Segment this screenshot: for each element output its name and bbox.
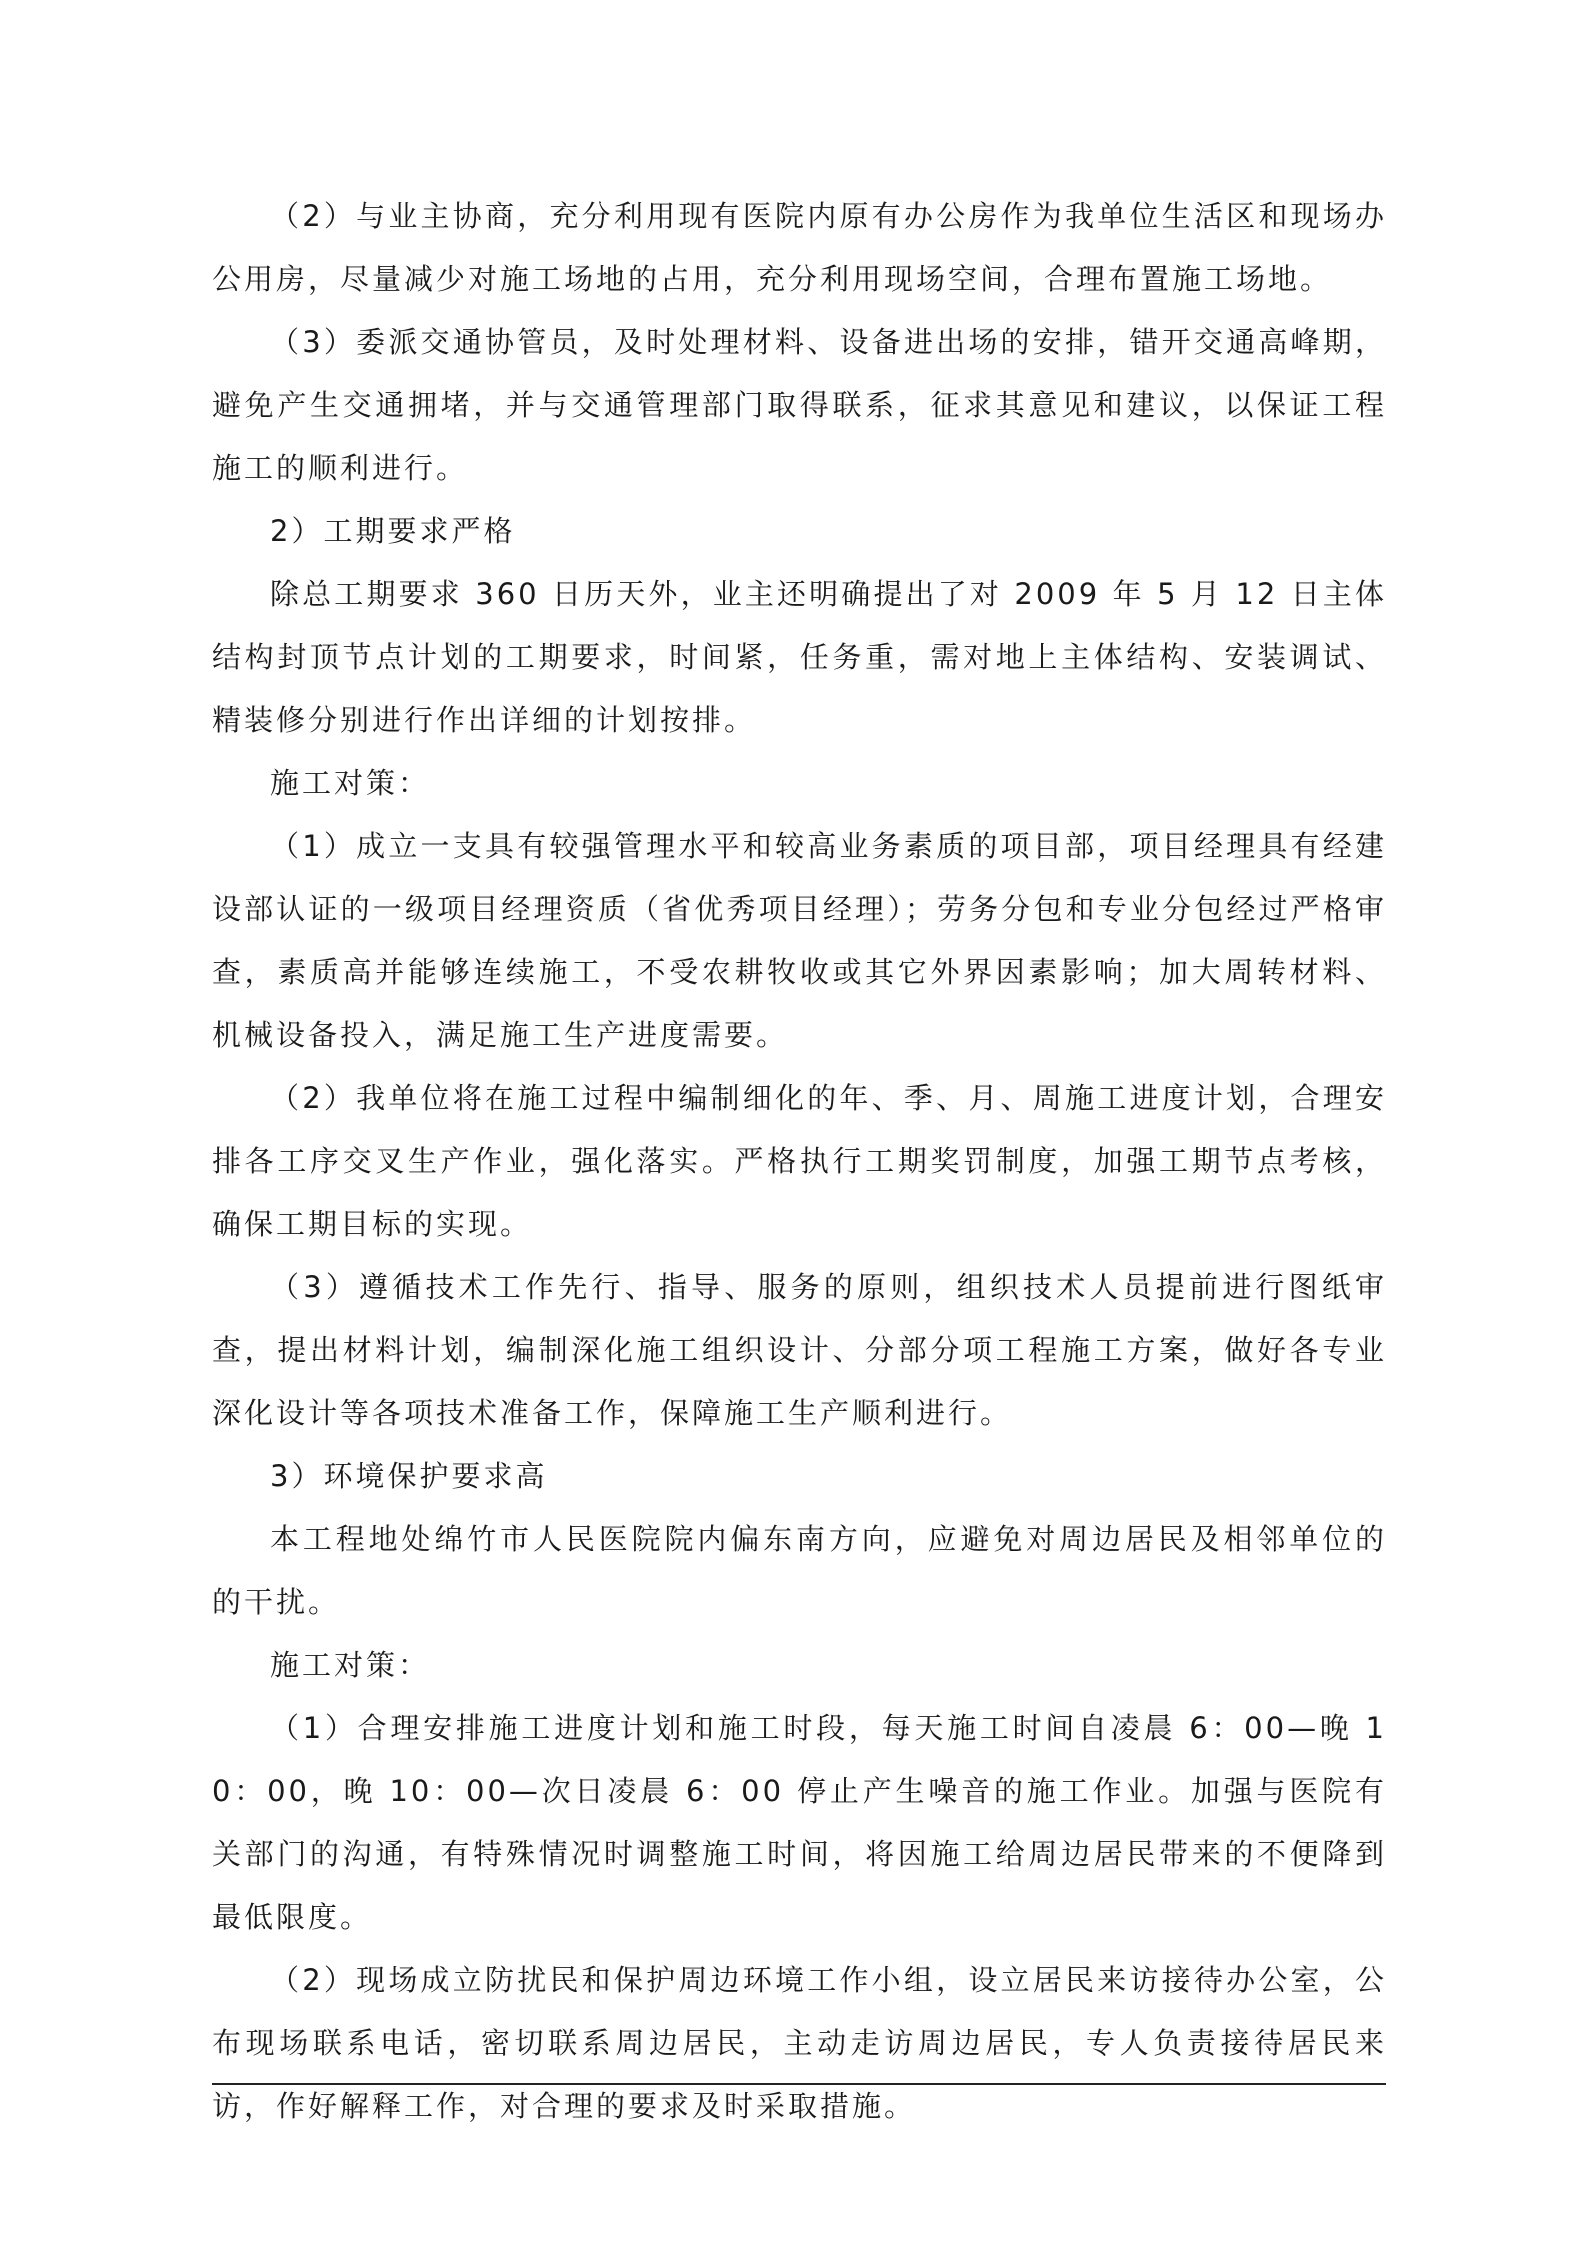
footer-divider (212, 2083, 1386, 2085)
section-heading-environment: 3）环境保护要求高 (270, 1459, 548, 1493)
section-heading-schedule: 2）工期要求严格 (270, 514, 516, 548)
paragraph-environment-location: 本工程地处绵竹市人民医院院内偏东南方向，应避免对周边居民及相邻单位的的干扰。 (212, 1522, 1387, 1619)
paragraph-env-countermeasure-2: （2）现场成立防扰民和保护周边环境工作小组，设立居民来访接待办公室，公布现场联系电话，密切联系周边居民，主动走访周边居民，专人负责接待居民来访，作好解释工作，对合理的要求及时采取措施。 (212, 1963, 1387, 2123)
paragraph-env-countermeasure-1: （1）合理安排施工进度计划和施工时段，每天施工时间自凌晨 6：00—晚 10：00，晚 10：00—次日凌晨 6：00 停止产生噪音的施工作业。加强与医院有关部门的沟通，有特殊情况时调整施工时间，将因施工给周边居民带来的不便降到最低限度。 (212, 1711, 1387, 1934)
paragraph-schedule-requirement: 除总工期要求 360 日历天外，业主还明确提出了对 2009 年 5 月 12 日主体结构封顶节点计划的工期要求，时间紧，任务重，需对地上主体结构、安装调试、精装修分别进行作出详细的计划按排。 (212, 577, 1387, 737)
paragraph-measure-3-traffic: （3）委派交通协管员，及时处理材料、设备进出场的安排，错开交通高峰期，避免产生交通拥堵，并与交通管理部门取得联系，征求其意见和建议，以保证工程施工的顺利进行。 (212, 325, 1387, 485)
subheading-countermeasures: 施工对策： (270, 766, 431, 800)
paragraph-measure-2-office: （2）与业主协商，充分利用现有医院内原有办公房作为我单位生活区和现场办公用房，尽量减少对施工场地的占用，充分利用现场空间，合理布置施工场地。 (212, 199, 1387, 296)
page-body (212, 185, 1387, 2138)
paragraph-countermeasure-2: （2）我单位将在施工过程中编制细化的年、季、月、周施工进度计划，合理安排各工序交叉生产作业，强化落实。严格执行工期奖罚制度，加强工期节点考核，确保工期目标的实现。 (212, 1081, 1387, 1241)
paragraph-countermeasure-3: （3）遵循技术工作先行、指导、服务的原则，组织技术人员提前进行图纸审查，提出材料计划，编制深化施工组织设计、分部分项工程施工方案，做好各专业深化设计等各项技术准备工作，保障施工生产顺利进行。 (212, 1270, 1387, 1430)
paragraph-countermeasure-1: （1）成立一支具有较强管理水平和较高业务素质的项目部，项目经理具有经建设部认证的一级项目经理资质（省优秀项目经理）；劳务分包和专业分包经过严格审查，素质高并能够连续施工，不受农耕牧收或其它外界因素影响；加大周转材料、机械设备投入，满足施工生产进度需要。 (212, 829, 1387, 1052)
subheading-countermeasures-2: 施工对策： (270, 1648, 431, 1682)
